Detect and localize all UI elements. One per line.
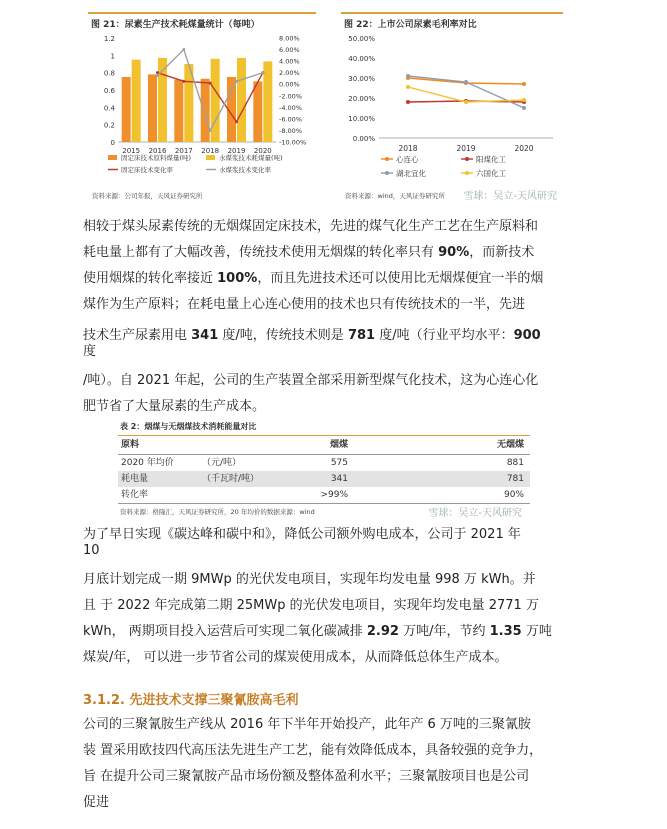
para1-line: 肥节省了大量尿素的生产成本。 [83, 399, 266, 414]
line-point [464, 100, 468, 104]
table-row: 耗电量 （千瓦时/吨） 341 781 [118, 471, 530, 487]
line-point [522, 82, 526, 86]
line-point [235, 80, 238, 83]
line-point [235, 120, 238, 123]
figure-21-title: 图 21：尿素生产技术耗煤量统计（每吨） [91, 20, 260, 30]
chart-21 [88, 30, 316, 200]
para3-line: 促进 [83, 795, 110, 810]
legend-label: 湖北宜化 [396, 169, 426, 178]
figure-21 [88, 12, 316, 204]
para1-line: 使用烟煤的转化率接近 100%，而且先进技术还可以使用比无烟煤便宜一半的烟 [83, 271, 544, 286]
y2-tick-label: 0.00% [279, 80, 300, 89]
y-tick-label: 0.4 [103, 104, 115, 113]
y2-tick-label: 8.00% [279, 34, 300, 43]
table-header-cell: 烟煤 [329, 440, 348, 450]
legend-marker [385, 157, 389, 161]
bar [122, 77, 131, 142]
y2-tick-label: -4.00% [279, 103, 302, 112]
figure-22-source: 资料来源：wind，天风证券研究所 [345, 192, 445, 200]
series-line [158, 50, 263, 131]
bar [148, 74, 157, 142]
legend-label: 心连心 [396, 155, 419, 164]
para2-line: 为了早日实现《碳达峰和碳中和》，降低公司额外购电成本，公司于 2021 年 [83, 527, 521, 542]
y-tick-label: 0.2 [103, 121, 115, 130]
x-tick-label: 2018 [398, 144, 418, 153]
line-point [464, 80, 468, 84]
line-point [156, 74, 159, 77]
line-point [522, 98, 526, 102]
line-point [209, 129, 212, 132]
figure-21-source: 资料来源：公司年报，天风证券研究所 [92, 192, 203, 200]
table-header-cell: 无烟煤 [496, 440, 524, 450]
table-header-cell: 原料 [121, 440, 140, 450]
paragraph-melamine [83, 712, 583, 816]
y-tick-label: 30.00% [348, 75, 375, 83]
legend-marker [465, 157, 469, 161]
paragraph-coal-tech [83, 214, 583, 420]
line-point [209, 82, 212, 85]
y-tick-label: 20.00% [348, 95, 375, 103]
paragraph-solar [83, 522, 583, 671]
y-tick-label: 0 [110, 139, 115, 147]
para1-line: 相较于煤头尿素传统的无烟煤固定床技术，先进的煤气化生产工艺在生产原料和 [83, 219, 539, 234]
watermark: 雪球：吴立-天风研究 [463, 191, 557, 202]
x-tick-label: 2020 [253, 147, 272, 155]
y2-tick-label: -2.00% [279, 92, 302, 101]
bar [174, 80, 183, 142]
legend-label: 六国化工 [476, 169, 506, 178]
para2-line: kWh， 两期项目投入运营后可实现二氧化碳减排 2.92 万吨/年，节约 1.35 万吨 [83, 624, 552, 639]
y-tick-label: 40.00% [348, 55, 375, 63]
bar [263, 61, 272, 142]
y-tick-label: 1 [110, 52, 115, 61]
watermark: 雪球：吴立-天风研究 [428, 508, 522, 519]
y-tick-label: 0.8 [103, 69, 115, 78]
y2-tick-label: -10.00% [279, 138, 307, 147]
table-title: 表 2：烟煤与无烟煤技术消耗能量对比 [118, 420, 530, 436]
x-tick-label: 2017 [174, 147, 193, 155]
para3-line: 装 置采用欧技四代高压法先进生产工艺，能有效降低成本，具备较强的竞争力， [83, 743, 543, 758]
para2-line: 10 [83, 543, 100, 558]
section-heading: 3.1.2. 先进技术支撑三聚氰胺高毛利 [83, 693, 299, 708]
y2-tick-label: -8.00% [279, 126, 302, 135]
y-tick-label: 0.00% [352, 135, 375, 143]
y2-tick-label: 4.00% [279, 57, 300, 66]
table-header-row [118, 436, 530, 455]
legend-marker [465, 171, 469, 175]
y-tick-label: 10.00% [348, 115, 375, 123]
line-point [522, 106, 526, 110]
y2-tick-label: 2.00% [279, 69, 300, 78]
line-point [406, 100, 410, 104]
bar [211, 59, 220, 142]
series-line [158, 73, 263, 122]
line-point [261, 71, 264, 74]
para2-line: 月底计划完成一期 9MWp 的光伏发电项目，实现年均发电量 998 万 kWh。并 [83, 572, 536, 587]
x-tick-label: 2018 [201, 147, 220, 155]
figure-22-title: 图 22：上市公司尿素毛利率对比 [344, 20, 477, 30]
x-tick-label: 2015 [122, 147, 141, 155]
legend-label: 水煤浆技术耗煤量(吨) [219, 154, 283, 162]
legend-label: 固定床技术原料煤量(吨) [121, 154, 192, 162]
para1-line: 技术生产尿素用电 341 度/吨，传统技术则是 781 度/吨（行业平均水平：900 [83, 328, 541, 343]
bar [201, 79, 210, 142]
para2-line: 且 于 2022 年完成第二期 25MWp 的光伏发电项目，实现年均发电量 2771 万 [83, 598, 539, 613]
bar [253, 81, 262, 142]
para3-line: 旨 在提升公司三聚氰胺产品市场份额及整体盈利水平；三聚氰胺项目也是公司 [83, 769, 530, 784]
table-2 [118, 420, 530, 523]
legend-marker [385, 171, 389, 175]
legend-label: 固定床技术变化率 [121, 166, 173, 174]
chart-22 [341, 30, 563, 200]
line-point [406, 74, 410, 78]
para1-line: 耗电量上都有了大幅改善，传统技术使用无烟煤的转化率只有 90%，而新技术 [83, 245, 535, 260]
para1-line: /吨）。自 2021 年起，公司的生产装置全部采用新型煤气化技术，这为心连心化 [83, 373, 539, 388]
legend-swatch [108, 155, 117, 160]
y-tick-label: 0.6 [103, 87, 115, 95]
line-point [182, 80, 185, 83]
x-tick-label: 2016 [148, 147, 167, 155]
y-tick-label: 50.00% [348, 35, 375, 43]
legend-swatch [206, 155, 215, 160]
x-tick-label: 2019 [456, 144, 476, 153]
legend-label: 阳煤化工 [476, 155, 506, 164]
para2-line: 煤炭/年， 可以进一步节省公司的煤炭使用成本，从而降低总体生产成本。 [83, 650, 508, 665]
y-tick-label: 1.2 [103, 35, 115, 43]
para1-line: 度 [83, 344, 97, 359]
x-tick-label: 2019 [227, 147, 246, 155]
para3-line: 公司的三聚氰胺生产线从 2016 年下半年开始投产，此年产 6 万吨的三聚氰胺 [83, 717, 531, 732]
line-point [406, 85, 410, 89]
bar [237, 58, 246, 142]
para1-line: 煤作为生产原料；在耗电量上心连心使用的技术也只有传统技术的一半，先进 [83, 297, 526, 312]
table-row: 转化率 >99% 90% [121, 490, 524, 500]
y2-tick-label: 6.00% [279, 46, 300, 55]
x-tick-label: 2020 [514, 144, 534, 153]
figure-22 [341, 12, 563, 204]
table-row: 2020 年均价 （元/吨） 575 881 [121, 458, 524, 468]
line-point [182, 48, 185, 51]
table-source: 资料来源：格隆汇，天风证券研究所，20 年均价的数据来源：wind [118, 503, 530, 519]
bar [132, 60, 141, 142]
legend-label: 水煤浆技术变化率 [219, 166, 271, 174]
y2-tick-label: -6.00% [279, 115, 302, 124]
